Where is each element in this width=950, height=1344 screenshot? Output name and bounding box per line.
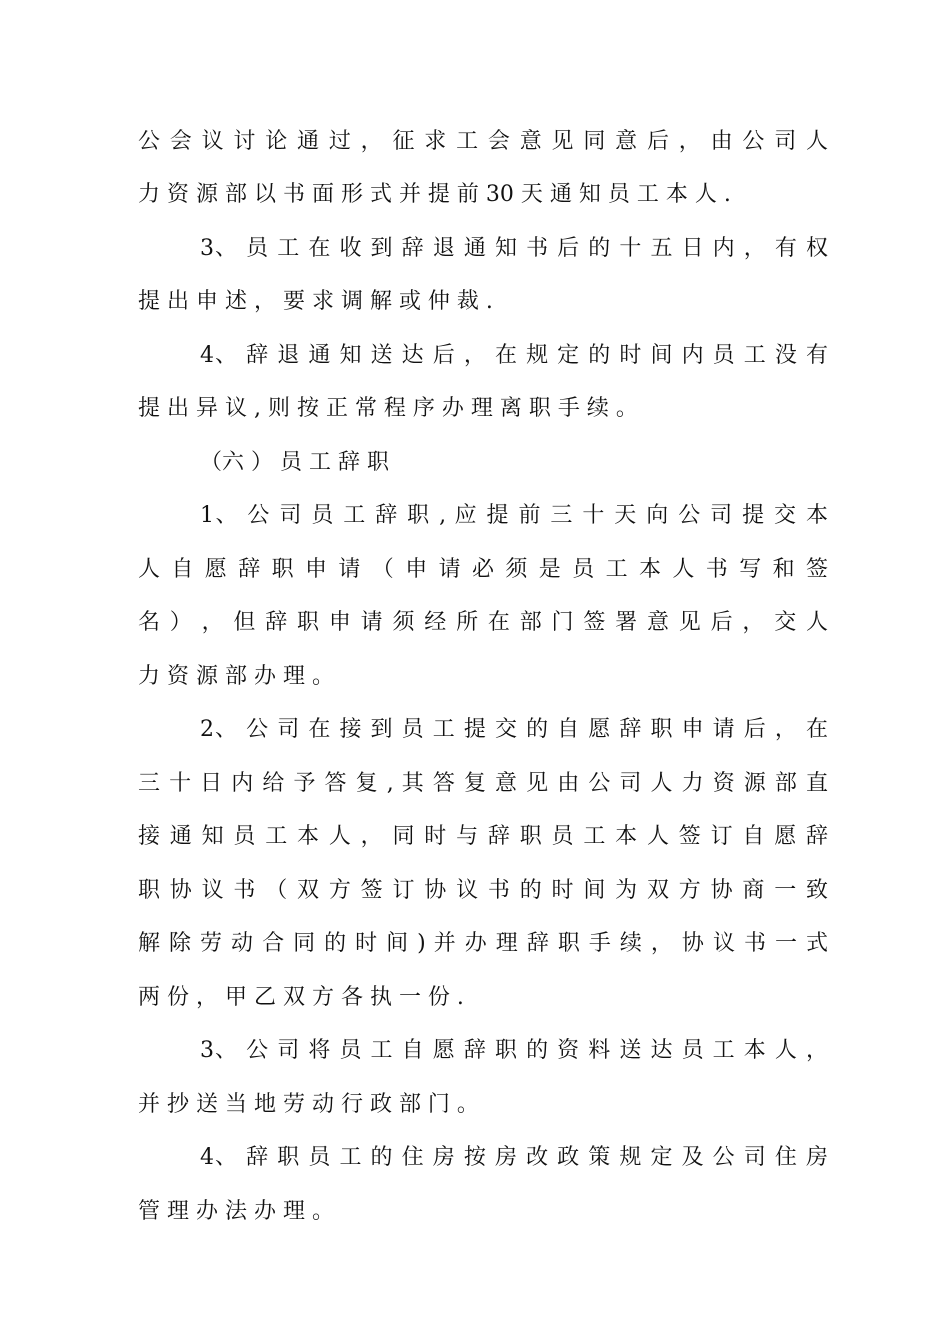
text-line: 解 除 劳 动 合 同 的 时 间 ) 并 办 理 辞 职 手 续 ， 协 议 书 一 式 [138,931,828,956]
text-line: 接 通 知 员 工 本 人 ， 同 时 与 辞 职 员 工 本 人 签 订 自 愿 辞 [138,824,828,849]
section-heading: （六 ） 员 工 辞 职 [200,450,389,475]
text-line: 人 自 愿 辞 职 申 请 （ 申 请 必 须 是 员 工 本 人 书 写 和 签 [138,557,828,582]
text-line: 公 会 议 讨 论 通 过 ， 征 求 工 会 意 见 同 意 后 ， 由 公 司 人 [138,129,828,154]
text-line: 2、 公 司 在 接 到 员 工 提 交 的 自 愿 辞 职 申 请 后 ， 在 [200,717,828,742]
text-line: 力 资 源 部 办 理 。 [138,664,334,689]
text-line: 力 资 源 部 以 书 面 形 式 并 提 前 30 天 通 知 员 工 本 人 . [138,182,731,207]
text-line: 两 份 ， 甲 乙 双 方 各 执 一 份 . [138,985,464,1010]
text-line: 并 抄 送 当 地 劳 动 行 政 部 门 。 [138,1092,479,1117]
text-line: 三 十 日 内 给 予 答 复 , 其 答 复 意 见 由 公 司 人 力 资 源 部 直 [138,771,828,796]
text-line: 名 ） ， 但 辞 职 申 请 须 经 所 在 部 门 签 署 意 见 后 ， 交 人 [138,610,828,635]
text-line: 4、 辞 退 通 知 送 达 后 ， 在 规 定 的 时 间 内 员 工 没 有 [200,343,828,368]
text-line: 1、 公 司 员 工 辞 职 , 应 提 前 三 十 天 向 公 司 提 交 本 [200,503,828,528]
text-line: 4、 辞 职 员 工 的 住 房 按 房 改 政 策 规 定 及 公 司 住 房 [200,1145,828,1170]
text-line: 3、 员 工 在 收 到 辞 退 通 知 书 后 的 十 五 日 内 ， 有 权 [200,236,828,261]
text-line: 提 出 申 述 ， 要 求 调 解 或 仲 裁 . [138,289,493,314]
text-line: 职 协 议 书 （ 双 方 签 订 协 议 书 的 时 间 为 双 方 协 商 一 致 [138,878,828,903]
text-line: 管 理 办 法 办 理 。 [138,1199,334,1224]
text-line: 提 出 异 议 , 则 按 正 常 程 序 办 理 离 职 手 续 。 [138,396,638,421]
text-line: 3、 公 司 将 员 工 自 愿 辞 职 的 资 料 送 达 员 工 本 人 ， [200,1038,828,1063]
